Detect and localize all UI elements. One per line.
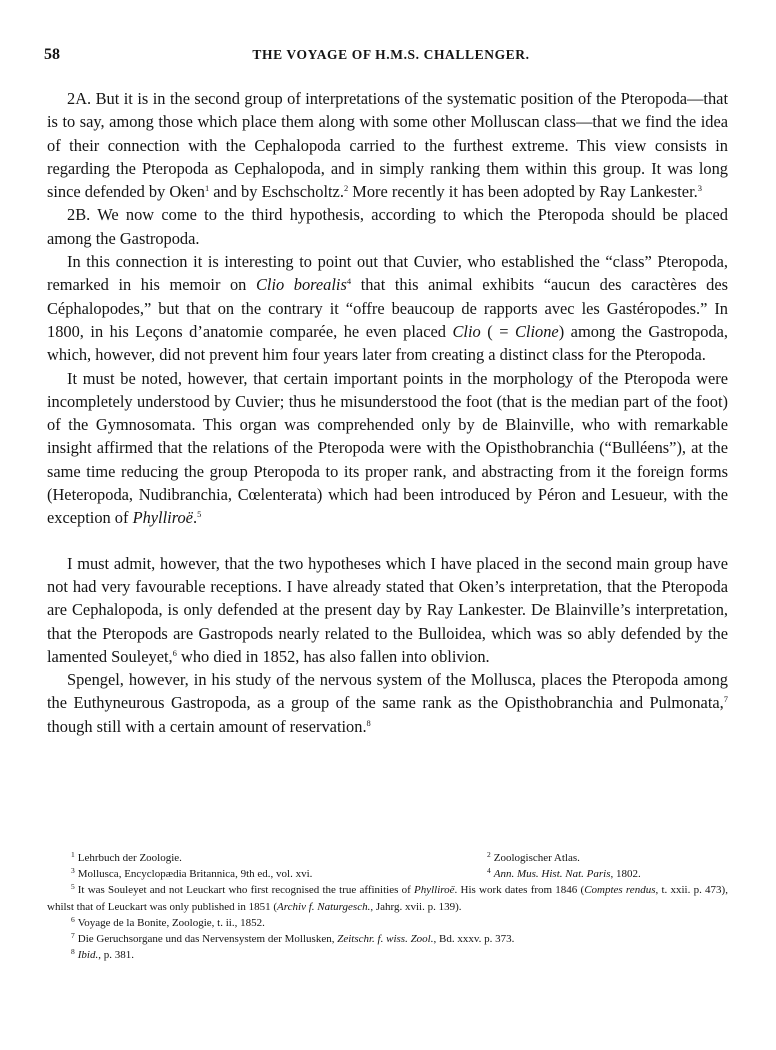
text-run: ( = — [480, 321, 515, 341]
footnote-mark: 5 — [71, 882, 75, 892]
footnote-text: Mollusca, Encyclopædia Britannica, 9th ed., vol. xvi. — [77, 868, 313, 881]
italic-text: Comptes rendus — [584, 884, 656, 897]
text-run: . — [192, 508, 198, 528]
text-run: 2A. But it is in the second group of interpretations of the systematic position of the Pteropoda—that is to say, among those which place them along with some other Molluscan class—that we find the idea of their connection with the Cephalopoda carried to the furthest extreme. This view consists in regarding the Pteropoda as Cephalopoda, and in simply ranking them within this group. It was long since defended by Oken — [47, 89, 728, 202]
footnote-mark: 3 — [71, 866, 75, 876]
footnote-3 — [47, 866, 487, 882]
footnote-mark: 4 — [487, 866, 491, 876]
paragraph — [47, 552, 728, 668]
text-run: It was Souleyet and not Leuckart who first recognised the true affinities of — [77, 884, 414, 897]
footnote-text — [78, 933, 515, 945]
text-run: and by Eschscholtz. — [209, 182, 344, 202]
text-run: More recently it has been adopted by Ray Lankester. — [348, 182, 698, 202]
italic-text: Zeitschr. f. wiss. Zool. — [337, 933, 434, 946]
paragraph — [47, 367, 728, 530]
running-title: THE VOYAGE OF H.M.S. CHALLENGER. — [252, 47, 530, 62]
paragraph — [47, 668, 728, 738]
footnote-reference: 4 — [346, 276, 352, 287]
text-run: , t. xxii. p. 473), whilst that of Leuckart was only published in 1851 ( — [47, 884, 728, 913]
footnote-reference: 1 — [204, 183, 210, 194]
italic-text: Ibid. — [77, 949, 99, 962]
footnote-reference: 2 — [343, 183, 349, 194]
text-run: I must admit, however, that the two hypotheses which I have placed in the second main group have not had very favourable receptions. I have already stated that Oken’s interpretation, that the Pteropoda are Cephalopoda, is only defended at the present day by Ray Lankester. De Blainville’s interpretation, that the Pteropods are Gastropods nearly related to the Bulloidea, which was so ably defended by the lamented Souleyet, — [47, 553, 728, 666]
text-run: , Bd. xxxv. p. 373. — [433, 933, 515, 946]
text-run: . His work dates from 1846 ( — [454, 884, 585, 897]
page-header — [44, 46, 738, 68]
footnote-5 — [47, 882, 728, 914]
footnote-text: Voyage de la Bonite, Zoologie, t. ii., 1852. — [77, 916, 265, 929]
footnote-8 — [47, 947, 728, 963]
footnotes — [47, 850, 728, 963]
footnote-mark: 2 — [487, 850, 491, 859]
paragraph — [47, 203, 728, 250]
text-run: It must be noted, however, that certain important points in the morphology of the Pteropoda were incompletely understood by Cuvier; thus he misunderstood the foot (that is the median part of the foot) of the Gymnosomata. This organ was comprehended only by de Blainville, who with remarkable insight affirmed that the relations of the Pteropoda were with the Opisthobranchia (“Bulléens”), at the same time reducing the group Pteropoda to its proper rank, and abstracting from it the foreign forms (Heteropoda, Nudibranchia, Cœlenterata) which had been introduced by Péron and Lesueur, with the exception of — [47, 368, 728, 528]
footnote-2 — [487, 850, 728, 866]
footnote-reference: 3 — [697, 183, 702, 194]
footnote-text — [78, 949, 134, 961]
text-run: Spengel, however, in his study of the nervous system of the Mollusca, places the Pteropoda among the Euthyneurous Gastropoda, as a group of the same rank as the Opisthobranchia and Pulmonata, — [47, 670, 728, 713]
footnote-row — [47, 866, 728, 882]
footnote-text — [47, 884, 728, 912]
footnote-4 — [487, 866, 728, 882]
main-text — [47, 87, 728, 738]
footnote-6 — [47, 915, 728, 931]
italic-text: Clio borealis — [255, 275, 347, 295]
footnote-text — [494, 868, 641, 880]
footnote-mark: 7 — [71, 931, 75, 941]
footnote-mark: 6 — [71, 914, 75, 924]
text-run: ) among the Gastropoda, which, however, did not prevent him four years later from creating a distinct class for the Pteropoda. — [47, 321, 729, 365]
footnote-mark: 8 — [71, 947, 75, 957]
footnote-text: Zoologischer Atlas. — [493, 852, 580, 864]
italic-text: Clione — [514, 321, 559, 341]
footnote-text: Lehrbuch der Zoologie. — [77, 852, 182, 864]
text-run: , 1802. — [610, 868, 641, 881]
text-run: , Jahrg. xvii. p. 139). — [370, 900, 462, 913]
italic-text: Clio — [452, 321, 481, 341]
footnote-7 — [47, 931, 728, 947]
italic-text: Ann. Mus. Hist. Nat. Paris — [493, 868, 611, 881]
footnote-reference: 7 — [723, 694, 728, 705]
text-run: 2B. We now come to the third hypothesis, according to which the Pteropoda should be placed among the Gastropoda. — [47, 205, 728, 248]
footnote-mark: 1 — [71, 850, 75, 859]
footnote-row — [47, 850, 728, 866]
text-run: Die Geruchsorgane und das Nervensystem der Mollusken, — [77, 933, 338, 946]
footnote-reference: 6 — [172, 647, 177, 658]
italic-text: Phylliroë — [132, 508, 193, 528]
italic-text: Archiv f. Naturgesch. — [277, 900, 371, 913]
footnote-reference: 8 — [366, 717, 371, 728]
text-run: that this animal exhibits “aucun des caractères des Céphalopodes,” but that on the contrary it “offre beaucoup de rapports avec les Gastéropodes.” In 1800, in his Leçons d’anatomie comparée, he even placed — [47, 275, 728, 341]
footnote-reference: 5 — [197, 509, 202, 520]
text-run: In this connection it is interesting to point out that Cuvier, who established the “class” Pteropoda, remarked in his memoir on — [47, 252, 728, 295]
text-run: though still with a certain amount of reservation. — [47, 716, 367, 736]
footnote-1 — [47, 850, 487, 866]
page-number: 58 — [44, 46, 60, 63]
text-run: who died in 1852, has also fallen into oblivion. — [176, 646, 490, 666]
paragraph — [47, 250, 728, 366]
text-run: , p. 381. — [98, 949, 134, 962]
paragraph — [47, 87, 728, 203]
italic-text: Phylliroë — [414, 884, 455, 897]
